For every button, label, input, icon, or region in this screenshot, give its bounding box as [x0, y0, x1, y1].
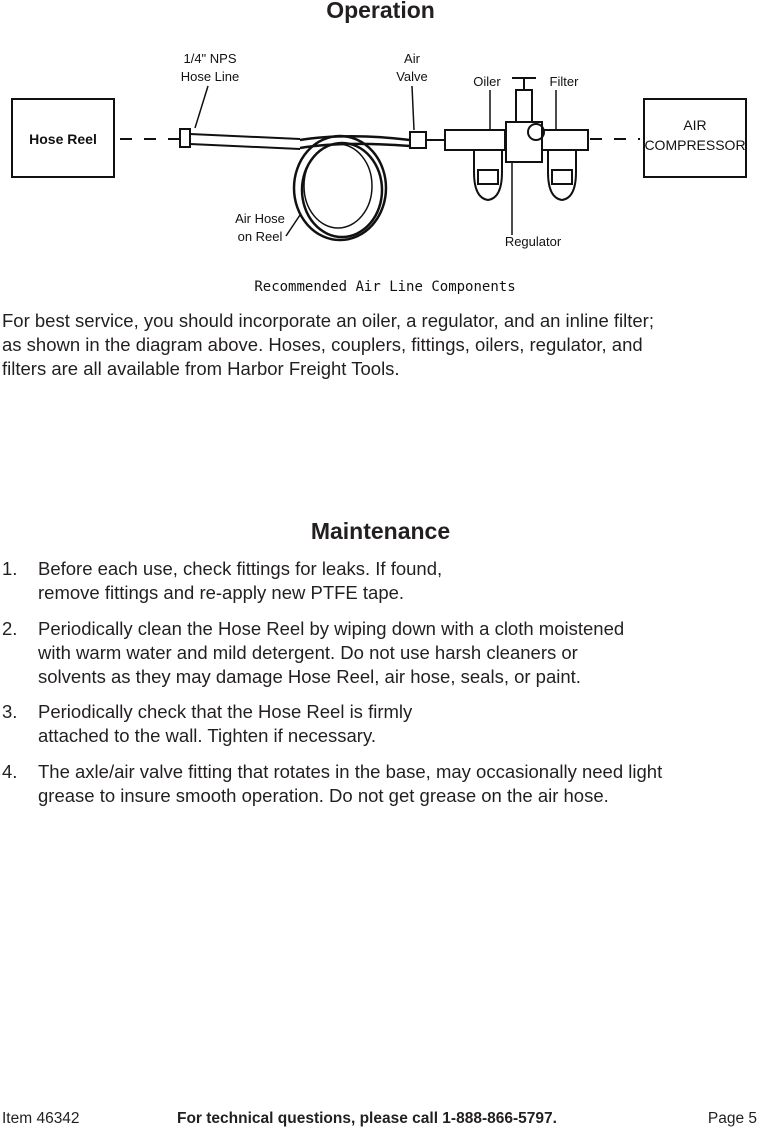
list-item-line: Periodically check that the Hose Reel is firmly [38, 701, 413, 722]
operation-paragraph-line: For best service, you should incorporate an oiler, a regulator, and an inline filter; [2, 310, 654, 331]
air-valve-label-line2: Valve [396, 69, 428, 84]
list-item-line: grease to insure smooth operation. Do not get grease on the air hose. [38, 785, 609, 806]
operation-title: Operation [326, 0, 435, 23]
list-item-line: The axle/air valve fitting that rotates in the base, may occasionally need light [38, 761, 663, 782]
air-valve-label-line1: Air [404, 51, 420, 66]
air-hose-label-line1: Air Hose [235, 211, 285, 226]
diagram-caption: Recommended Air Line Components [254, 279, 516, 295]
list-item-line: remove fittings and re-apply new PTFE tape. [38, 582, 405, 603]
footer-item-number: Item 46342 [2, 1110, 80, 1127]
list-item-line: solvents as they may damage Hose Reel, air hose, seals, or paint. [38, 666, 581, 687]
regulator-unit [506, 78, 544, 162]
filter-unit [542, 130, 588, 200]
operation-paragraph-line: filters are all available from Harbor Freight Tools. [2, 358, 400, 379]
list-item-line: attached to the wall. Tighten if necessary. [38, 725, 376, 746]
compressor-label-line2: COMPRESSOR [644, 137, 746, 153]
air-hose-coil [294, 136, 410, 240]
list-item-number: 3. [2, 701, 18, 722]
air-line-diagram [0, 40, 761, 300]
list-item-number: 4. [2, 761, 18, 782]
list-item-number: 2. [2, 618, 18, 639]
hose-line-label-line2: Hose Line [180, 69, 240, 84]
list-item-number: 1. [2, 558, 18, 579]
oiler-unit [445, 130, 505, 200]
operation-paragraph [2, 309, 747, 381]
regulator-label: Regulator [504, 234, 562, 249]
air-hose-label-line2: on Reel [237, 229, 283, 244]
compressor-label-line1: AIR [683, 117, 707, 133]
maintenance-title: Maintenance [310, 518, 451, 544]
operation-paragraph-line: as shown in the diagram above. Hoses, couplers, fittings, oilers, regulator, and [2, 334, 643, 355]
list-item-line: Before each use, check fittings for leaks. If found, [38, 558, 443, 579]
list-item-line: with warm water and mild detergent. Do not use harsh cleaners or [38, 642, 578, 663]
filter-label: Filter [549, 74, 579, 89]
list-item-line: Periodically clean the Hose Reel by wiping down with a cloth moistened [38, 618, 625, 639]
hose-reel-box-label: Hose Reel [29, 131, 97, 147]
air-valve [410, 132, 426, 148]
hose-line-label-line1: 1/4" NPS [183, 51, 237, 66]
oiler-label: Oiler [473, 74, 501, 89]
footer-tech-support: For technical questions, please call 1-888-866-5797. [177, 1110, 557, 1127]
footer-page-number: Page 5 [707, 1110, 757, 1127]
hose-end-fitting [180, 129, 190, 147]
